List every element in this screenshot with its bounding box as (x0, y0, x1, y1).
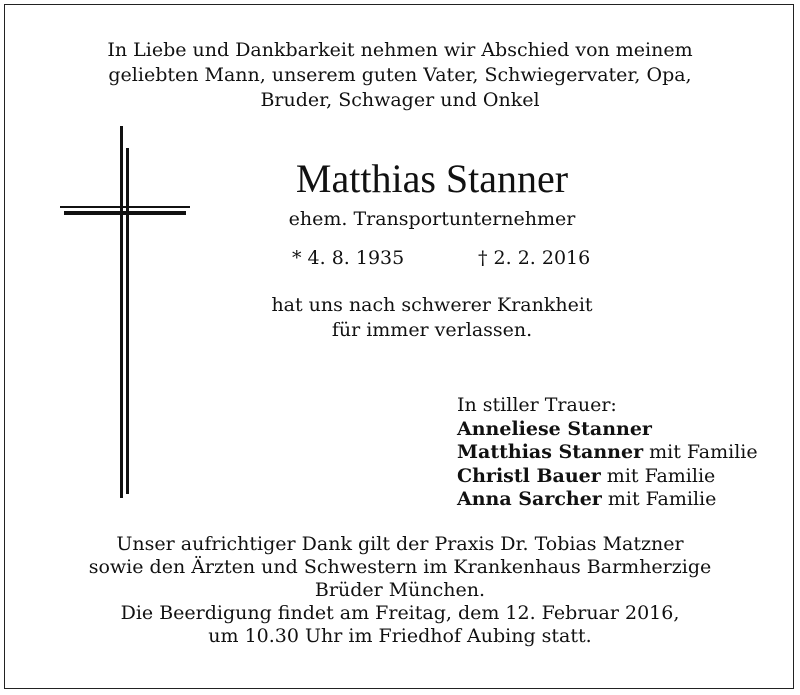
message-line: hat uns nach schwerer Krankheit (271, 294, 593, 316)
closing-line: um 10.30 Uhr im Friedhof Aubing statt. (208, 625, 592, 647)
intro-line: Bruder, Schwager und Onkel (260, 89, 540, 111)
message-line: für immer verlassen. (331, 319, 533, 341)
closing-line: Brüder München. (314, 579, 486, 601)
closing-line: sowie den Ärzten und Schwestern im Krankenhaus Barmherzige (88, 556, 712, 578)
mourner-suffix: mit Familie (643, 441, 758, 463)
intro-line: geliebten Mann, unserem guten Vater, Schwiegervater, Opa, (108, 64, 692, 86)
cross-icon (60, 126, 192, 498)
cross-horizontal-bar (64, 211, 186, 215)
mourner-entry (457, 441, 787, 465)
mourner-name: Anneliese Stanner (457, 417, 652, 440)
mourner-entry (457, 418, 787, 442)
death-date: † 2. 2. 2016 (478, 247, 591, 269)
mourner-entry (457, 488, 787, 512)
deceased-occupation: ehem. Transportunternehmer (288, 208, 576, 230)
mourner-suffix: mit Familie (600, 464, 716, 487)
mourners-list (457, 394, 787, 512)
mourners-heading: In stiller Trauer: (457, 394, 617, 416)
deceased-name: Matthias Stanner (295, 156, 569, 201)
mourner-name: Christl Bauer (457, 464, 601, 487)
mourner-entry (457, 465, 787, 489)
mourner-suffix: mit Familie (601, 488, 717, 510)
cross-vertical-bar (120, 126, 123, 498)
birth-date: * 4. 8. 1935 (292, 247, 405, 269)
closing-line: Unser aufrichtiger Dank gilt der Praxis Dr. Tobias Matzner (116, 533, 684, 555)
cross-horizontal-bar (60, 206, 190, 208)
cross-vertical-bar (126, 148, 129, 494)
passing-message (244, 293, 620, 343)
closing-text (0, 533, 800, 648)
mourner-name: Matthias Stanner (457, 441, 644, 463)
intro-line: In Liebe und Dankbarkeit nehmen wir Abschied von meinem (107, 39, 693, 61)
intro-text (0, 38, 800, 113)
closing-line: Die Beerdigung findet am Freitag, dem 12. Februar 2016, (120, 602, 680, 624)
mourner-name: Anna Sarcher (457, 488, 602, 510)
